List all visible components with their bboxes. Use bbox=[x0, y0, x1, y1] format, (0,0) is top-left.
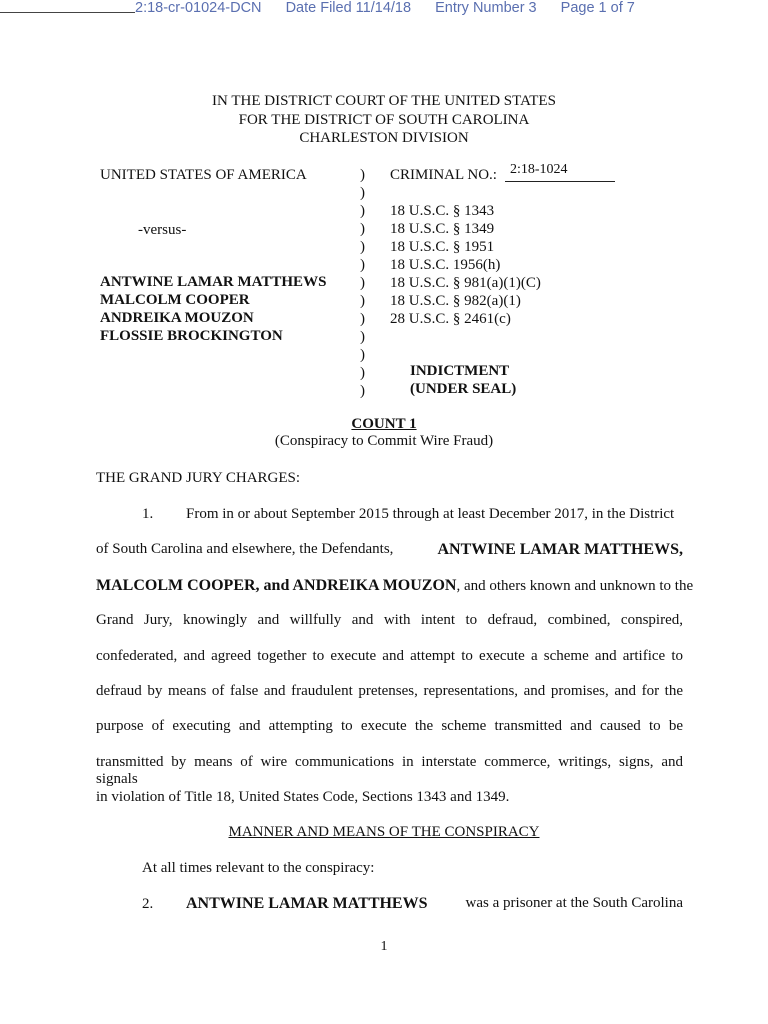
criminal-number-underline bbox=[505, 181, 615, 182]
paragraph-line bbox=[186, 895, 683, 913]
paragraph-text: , and others known and unknown to the bbox=[456, 578, 694, 594]
relevant-times: At all times relevant to the conspiracy: bbox=[142, 860, 375, 876]
statute: 28 U.S.C. § 2461(c) bbox=[390, 311, 511, 327]
statute: 18 U.S.C. § 981(a)(1)(C) bbox=[390, 275, 541, 291]
header-rule bbox=[0, 12, 135, 13]
count-subtitle: (Conspiracy to Commit Wire Fraud) bbox=[274, 433, 494, 449]
statute: 18 U.S.C. § 982(a)(1) bbox=[390, 293, 521, 309]
caption-paren: ) bbox=[360, 203, 365, 219]
section-heading: MANNER AND MEANS OF THE CONSPIRACY bbox=[228, 824, 540, 840]
paragraph-line: Grand Jury, knowingly and willfully and with intent to defraud, combined, conspired, bbox=[96, 612, 683, 628]
filing-header bbox=[135, 0, 655, 16]
grand-jury-charges: THE GRAND JURY CHARGES: bbox=[96, 470, 301, 486]
page-indicator: Page 1 of 7 bbox=[560, 0, 635, 16]
caption-paren: ) bbox=[360, 275, 365, 291]
defendant: ANTWINE LAMAR MATTHEWS bbox=[100, 274, 327, 290]
defendant-name: ANTWINE LAMAR MATTHEWS bbox=[186, 895, 428, 912]
page-number: 1 bbox=[380, 939, 388, 954]
paragraph-line bbox=[96, 541, 683, 559]
defendant-name: ANTWINE LAMAR MATTHEWS, bbox=[437, 541, 683, 558]
caption-paren: ) bbox=[360, 365, 365, 381]
count-title: COUNT 1 bbox=[351, 416, 417, 432]
seal-notice: (UNDER SEAL) bbox=[410, 381, 517, 397]
entry-number: Entry Number 3 bbox=[435, 0, 537, 16]
defendant-names: MALCOLM COOPER, and ANDREIKA MOUZON bbox=[96, 577, 457, 594]
statute: 18 U.S.C. § 1343 bbox=[390, 203, 495, 219]
statute: 18 U.S.C. 1956(h) bbox=[390, 257, 501, 273]
defendant: MALCOLM COOPER bbox=[100, 292, 250, 308]
caption-paren: ) bbox=[360, 329, 365, 345]
paragraph-number: 1. bbox=[142, 506, 154, 522]
caption-paren: ) bbox=[360, 347, 365, 363]
date-filed: Date Filed 11/14/18 bbox=[285, 0, 412, 16]
paragraph-line: defraud by means of false and fraudulent pretenses, representations, and promises, and for the bbox=[96, 683, 683, 699]
plaintiff: UNITED STATES OF AMERICA bbox=[100, 167, 307, 183]
paragraph-number: 2. bbox=[142, 896, 154, 912]
paragraph-line: confederated, and agreed together to execute and attempt to execute a scheme and artifice to bbox=[96, 648, 683, 664]
defendant: FLOSSIE BROCKINGTON bbox=[100, 328, 283, 344]
court-line-1: IN THE DISTRICT COURT OF THE UNITED STATES bbox=[212, 93, 556, 109]
paragraph-line bbox=[96, 577, 694, 595]
caption-paren: ) bbox=[360, 239, 365, 255]
caption-paren: ) bbox=[360, 293, 365, 309]
caption-paren: ) bbox=[360, 167, 365, 183]
caption-paren: ) bbox=[360, 185, 365, 201]
statute: 18 U.S.C. § 1349 bbox=[390, 221, 495, 237]
paragraph-line: purpose of executing and attempting to execute the scheme transmitted and caused to be bbox=[96, 718, 683, 734]
paragraph-line: transmitted by means of wire communications in interstate commerce, writings, signs, and signals bbox=[96, 754, 683, 787]
caption-paren: ) bbox=[360, 221, 365, 237]
caption-paren: ) bbox=[360, 311, 365, 327]
paragraph-text: of South Carolina and elsewhere, the Defendants, bbox=[96, 541, 394, 557]
paragraph-line: in violation of Title 18, United States Code, Sections 1343 and 1349. bbox=[96, 789, 510, 805]
court-line-3: CHARLESTON DIVISION bbox=[299, 130, 469, 146]
caption-paren: ) bbox=[360, 383, 365, 399]
criminal-label: CRIMINAL NO.: bbox=[390, 167, 497, 183]
versus: -versus- bbox=[138, 222, 187, 238]
document-type: INDICTMENT bbox=[410, 363, 510, 379]
criminal-number: 2:18-1024 bbox=[510, 162, 568, 177]
caption-paren: ) bbox=[360, 257, 365, 273]
paragraph-text: was a prisoner at the South Carolina bbox=[465, 895, 683, 911]
paragraph-line: From in or about September 2015 through at least December 2017, in the District bbox=[186, 506, 675, 522]
court-line-2: FOR THE DISTRICT OF SOUTH CAROLINA bbox=[238, 112, 530, 128]
statute: 18 U.S.C. § 1951 bbox=[390, 239, 495, 255]
case-number: 2:18-cr-01024-DCN bbox=[135, 0, 262, 16]
defendant: ANDREIKA MOUZON bbox=[100, 310, 254, 326]
